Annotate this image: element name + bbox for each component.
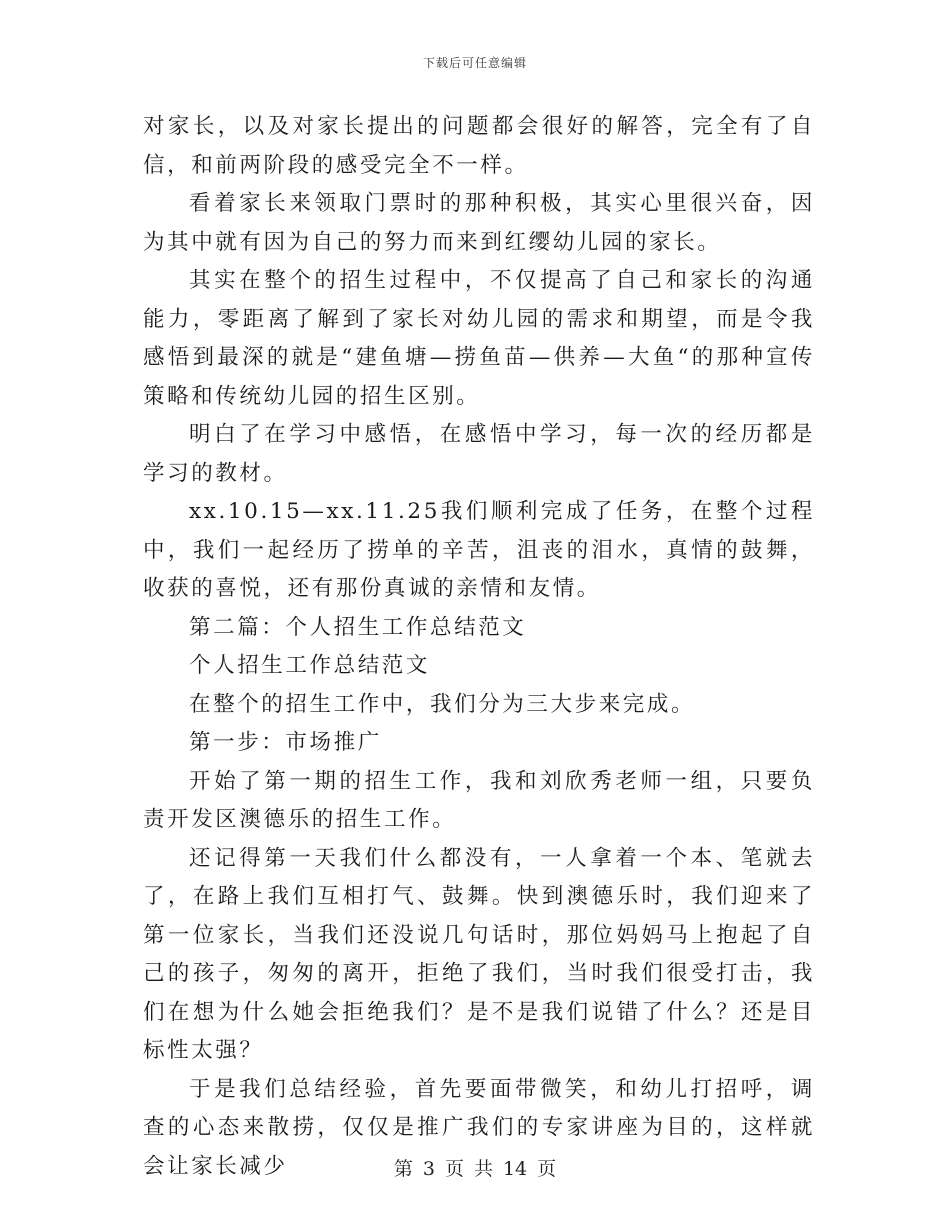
total-pages-number: 14: [502, 1158, 528, 1180]
page-label-suffix: 页: [537, 1158, 557, 1180]
page-label-prefix: 第: [393, 1158, 413, 1180]
header-note: 下载后可任意编辑: [422, 56, 527, 70]
step-heading: 第一步：市场推广: [189, 730, 382, 755]
paragraph: 其实在整个的招生过程中，不仅提高了自己和家长的沟通能力，零距离了解到了家长对幼儿园的需求和期望，而是令我感悟到最深的就是“建鱼塘—捞鱼苗—供养—大鱼“的那种宣传策略和传统幼儿园的招生区别。: [143, 268, 815, 409]
paragraph: 于是我们总结经验，首先要面带微笑，和幼儿打招呼，调查的心态来散捞，仅仅是推广我们的专家讲座为目的，这样就会让家长减少: [143, 1076, 815, 1179]
page-label-mid: 页: [444, 1158, 464, 1180]
paragraph: 还记得第一天我们什么都没有，一人拿着一个本、笔就去了，在路上我们互相打气、鼓舞。快到澳德乐时，我们迎来了第一位家长，当我们还没说几句话时，那位妈妈马上抱起了自己的孩子，匆匆的离开，拒绝了我们，当时我们很受打击，我们在想为什么她会拒绝我们？是不是我们说错了什么？还是目标性太强？: [143, 845, 815, 1063]
paragraph: xx.10.15—xx.11.25我们顺利完成了任务，在整个过程中，我们一起经历了捞单的辛苦，沮丧的泪水，真情的鼓舞，收获的喜悦，还有那份真诚的亲情和友情。: [143, 499, 815, 601]
paragraph: 看着家长来领取门票时的那种积极，其实心里很兴奋，因为其中就有因为自己的努力而来到红缨幼儿园的家长。: [143, 191, 815, 255]
body-text: [143, 108, 815, 1186]
paragraph: 对家长，以及对家长提出的问题都会很好的解答，完全有了自信，和前两阶段的感受完全不一样。: [143, 114, 815, 178]
current-page-number: 3: [422, 1158, 435, 1180]
section-title: 个人招生工作总结范文: [189, 653, 431, 678]
paragraph: 在整个的招生工作中，我们分为三大步来完成。: [189, 691, 696, 717]
section-heading: 第二篇：个人招生工作总结范文: [189, 614, 527, 640]
page-footer: [0, 1154, 950, 1181]
paragraph: 开始了第一期的招生工作，我和刘欣秀老师一组，只要负责开发区澳德乐的招生工作。: [143, 768, 815, 832]
total-label: 共: [473, 1158, 493, 1180]
paragraph: 明白了在学习中感悟，在感悟中学习，每一次的经历都是学习的教材。: [143, 422, 815, 486]
